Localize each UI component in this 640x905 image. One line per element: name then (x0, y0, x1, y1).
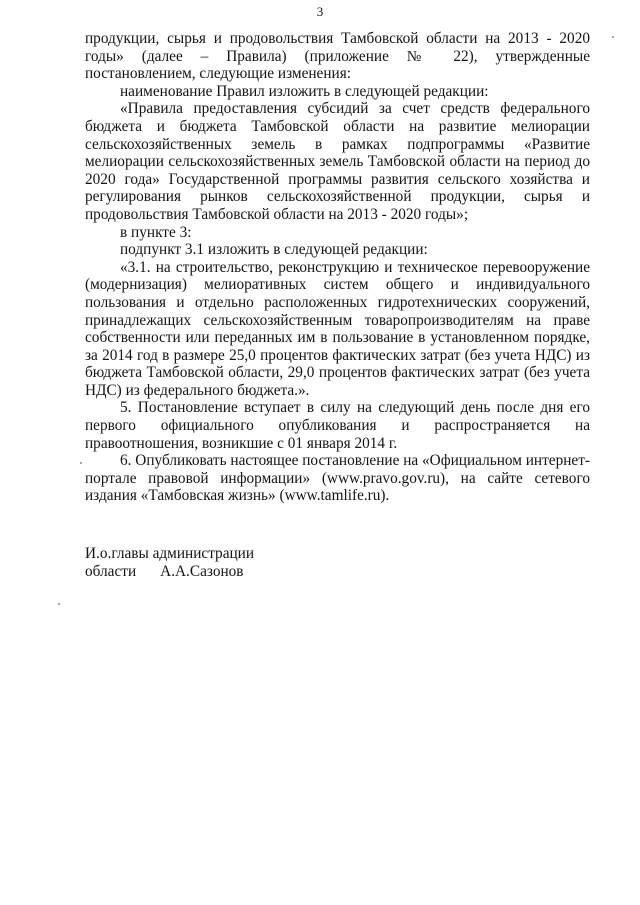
paragraph-point-3: в пункте 3: (120, 223, 192, 241)
scan-speck (80, 462, 82, 464)
signature-block (85, 545, 254, 580)
signature-line (85, 563, 254, 581)
paragraph-item-5: 5. Постановление вступает в силу на следующий день после дня его первого официального опубликования и распространяется на правоотношения, возникшие с 01 января 2014 г. (85, 399, 590, 452)
scan-speck (612, 36, 614, 38)
paragraph-title-change: наименование Правил изложить в следующей редакции: (120, 82, 489, 100)
scan-speck (58, 603, 60, 605)
signatory-name: А.А.Сазонов (160, 562, 244, 580)
paragraph-rules-title: «Правила предоставления субсидий за счет средств федерального бюджета и бюджета Тамбовской области на развитие мелиорации сельскохозяйственных земель в рамках подпрограммы «Развитие мелиорации сельскохозяйственных земель Тамбовской области на период до 2020 года» Государственной программы развития сельского хозяйства и регулирования рынков сельскохозяйственной продукции, сырья и продовольствия Тамбовской области на 2013 - 2020 годы»; (85, 100, 590, 223)
signature-region: области (85, 562, 137, 580)
signature-position: И.о.главы администрации (85, 545, 255, 562)
paragraph-subpoint-3-1-text: «3.1. на строительство, реконструкцию и техническое перевооружение (модернизация) мелиоративных систем общего и индивидуального пользования и отдельно расположенных гидротехнических сооружений, принадлежащих сельскохозяйственным товаропроизводителям на праве собственности или переданных им в пользование в установленном порядке, за 2014 год в размере 25,0 процентов фактических затрат (без учета НДС) из бюджета Тамбовской области, 29,0 процентов фактических затрат (без учета НДС) из федерального бюджета.». (85, 258, 590, 399)
paragraph-item-6: 6. Опубликовать настоящее постановление на «Официальном интернет-портале правовой информации» (www.pravo.gov.ru), на сайте сетевого издания «Тамбовская жизнь» (www.tamlife.ru). (85, 452, 590, 505)
paragraph-intro-continuation: продукции, сырья и продовольствия Тамбовской области на 2013 - 2020 годы» (далее – Правила) (приложение № 22), утвержденные постановлением, следующие изменения: (85, 30, 590, 83)
page-number: 3 (316, 4, 324, 19)
document-body (85, 30, 590, 505)
paragraph-subpoint-3-1: подпункт 3.1 изложить в следующей редакции: (120, 241, 428, 259)
